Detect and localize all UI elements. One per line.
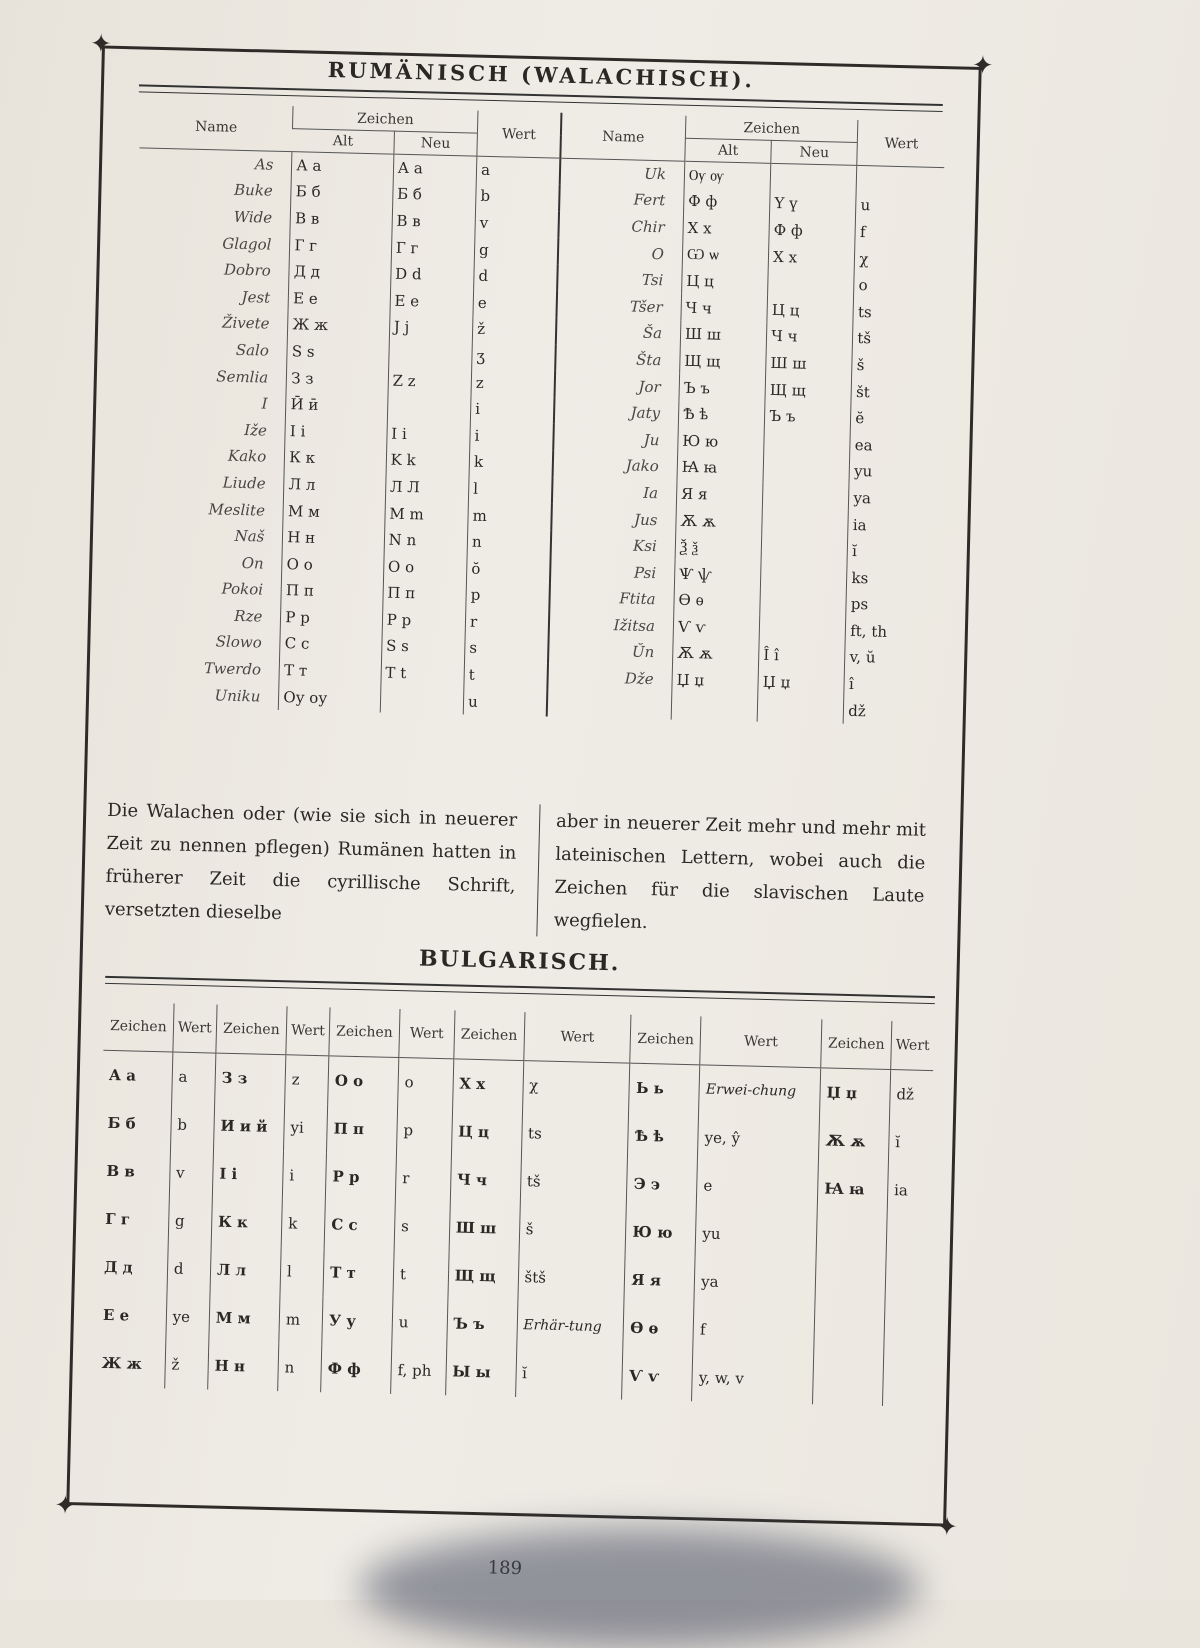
letter-wert: ia <box>848 511 936 540</box>
letter-neu: Ъ ъ <box>764 403 851 432</box>
bulgarian-table <box>95 1002 934 1407</box>
romanian-table <box>126 102 946 725</box>
letter-wert: g <box>474 236 558 265</box>
paragraph-left: Die Walachen oder (wie sie sich in neuerer Zeit zu nennen pflegen) Rumänen hatten in früherer Zeit die cyrillische Schrift, versetzten dieselbe <box>104 799 518 925</box>
col-zeichen: Zeichen <box>103 1002 173 1052</box>
letter-neu: J j <box>389 314 473 343</box>
letter-sign: Л л <box>210 1245 281 1295</box>
letter-neu: Е е <box>390 287 474 316</box>
letter-alt: Е е <box>288 285 390 314</box>
letter-value: m <box>279 1295 323 1344</box>
letter-wert: i <box>470 395 554 424</box>
letter-neu <box>759 615 846 644</box>
letter-value: z <box>285 1055 329 1105</box>
letter-sign: Ѳ ѳ <box>623 1304 694 1354</box>
letter-value: ye <box>166 1292 210 1341</box>
letter-neu: Î î <box>759 642 846 671</box>
letter-wert: v, ŭ <box>845 644 933 673</box>
letter-wert: î <box>844 671 932 700</box>
letter-name: Rze <box>234 606 263 626</box>
letter-alt: Д д <box>289 258 391 287</box>
letter-alt: Ѹ ѹ <box>684 161 771 190</box>
letter-alt: Ъ ъ <box>679 374 766 403</box>
letter-wert: v <box>475 209 559 238</box>
letter-value <box>884 1310 928 1359</box>
letter-value: p <box>396 1106 452 1155</box>
letter-wert: e <box>473 289 557 318</box>
letter-sign: Е е <box>102 1305 130 1325</box>
letter-value: ĭ <box>888 1118 932 1167</box>
letter-alt: Ю ю <box>678 427 765 456</box>
letter-sign: Ц ц <box>451 1107 522 1157</box>
letter-value <box>882 1358 926 1407</box>
letter-alt: Ц ц <box>682 268 769 297</box>
letter-wert: n <box>467 528 551 557</box>
letter-alt: Щ щ <box>680 347 767 376</box>
letter-value: o <box>398 1058 454 1108</box>
letter-value: ya <box>694 1257 816 1308</box>
letter-name: Ksi <box>550 530 675 560</box>
letter-sign: Ж ж <box>101 1353 143 1373</box>
letter-wert: l <box>468 475 552 504</box>
letter-sign: Ѫ ѫ <box>818 1116 889 1166</box>
letter-name: Šta <box>555 344 680 374</box>
letter-name: Fert <box>559 185 684 215</box>
letter-neu <box>760 589 847 618</box>
letter-wert <box>856 165 944 194</box>
letter-wert: i <box>470 422 554 451</box>
letter-alt: Ѳ ѳ <box>674 587 761 616</box>
letter-name: O <box>558 238 683 268</box>
letter-value: k <box>281 1199 325 1248</box>
letter-value: s <box>394 1202 450 1251</box>
letter-wert: k <box>469 449 553 478</box>
letter-value: r <box>395 1154 451 1203</box>
corner-ornament: ✦ <box>935 1512 959 1543</box>
letter-neu: P p <box>382 606 466 635</box>
letter-alt: З з <box>286 364 388 393</box>
letter-value: a <box>171 1052 215 1102</box>
letter-wert: ĕ <box>851 405 939 434</box>
letter-sign <box>816 1212 887 1262</box>
letter-neu: Щ щ <box>765 376 852 405</box>
letter-name: I <box>261 394 268 413</box>
letter-value: f, ph <box>391 1346 447 1395</box>
letter-name: Slowo <box>215 632 262 653</box>
letter-value: yi <box>283 1103 327 1152</box>
letter-name: Psi <box>550 557 675 587</box>
letter-neu <box>761 562 848 591</box>
letter-value: y, w, v <box>692 1353 814 1404</box>
letter-sign: Х х <box>452 1059 523 1109</box>
letter-sign <box>813 1356 884 1406</box>
letter-value: ĭ <box>515 1349 623 1400</box>
letter-value: Erwei-chung <box>699 1065 821 1116</box>
letter-sign: Д д <box>103 1257 133 1277</box>
letter-alt: Ѣ ѣ <box>678 401 765 430</box>
col-name: Name <box>139 102 293 151</box>
letter-name: Salo <box>235 340 270 360</box>
letter-value: v <box>169 1148 213 1197</box>
letter-name: Iže <box>243 420 268 440</box>
corner-ornament: ✦ <box>971 50 994 82</box>
letter-wert: u <box>856 192 944 221</box>
letter-sign: Ч ч <box>450 1155 521 1205</box>
letter-sign: Ъ ъ <box>446 1299 517 1349</box>
letter-sign: І і <box>212 1150 283 1200</box>
letter-sign: А а <box>108 1065 137 1085</box>
letter-wert: dž <box>843 697 931 726</box>
letter-wert: ks <box>847 564 935 593</box>
letter-alt: Ѯ ѯ <box>675 533 762 562</box>
letter-name: Uk <box>560 158 685 188</box>
col-wert: Wert <box>286 1006 330 1056</box>
letter-alt: Ш ш <box>680 321 767 350</box>
letter-name: As <box>254 155 274 174</box>
letter-name: Jako <box>552 451 677 481</box>
letter-neu <box>761 536 848 565</box>
letter-alt: Я я <box>676 480 763 509</box>
letter-neu: П п <box>383 579 467 608</box>
letter-neu: Х х <box>768 243 855 272</box>
letter-name: Dže <box>547 663 672 693</box>
letter-name: Pokoi <box>221 579 264 599</box>
letter-alt: Т т <box>279 657 381 686</box>
letter-neu: А а <box>393 154 477 183</box>
letter-sign: Б б <box>107 1113 136 1133</box>
letter-wert: ps <box>846 591 934 620</box>
col-alt: Alt <box>292 129 394 154</box>
letter-wert: z <box>471 369 555 398</box>
corner-ornament: ✦ <box>54 1490 77 1522</box>
letter-value: e <box>696 1161 818 1212</box>
letter-wert: št <box>851 378 939 407</box>
letter-value: Erhär-tung <box>516 1301 624 1352</box>
letter-wert: ʒ <box>472 342 556 371</box>
letter-sign: Ꙗ ꙗ <box>817 1164 888 1214</box>
letter-alt: Ѱ ѱ <box>674 560 761 589</box>
letter-wert: r <box>465 608 549 637</box>
col-alt: Alt <box>685 138 772 163</box>
col-wert: Wert <box>857 120 945 168</box>
col-zeichen: Zeichen <box>821 1019 892 1069</box>
letter-neu <box>388 340 472 369</box>
letter-sign: Ф ф <box>321 1344 392 1394</box>
letter-neu: І і <box>386 420 470 449</box>
letter-value: ia <box>887 1166 931 1215</box>
letter-alt: Ӣ ӣ <box>286 391 388 420</box>
letter-name: Tsi <box>557 265 682 295</box>
col-zeichen: Zeichen <box>293 106 478 133</box>
letter-neu <box>762 482 849 511</box>
letter-neu: M m <box>385 500 469 529</box>
letter-sign: Щ щ <box>448 1251 519 1301</box>
letter-sign: Ы ы <box>445 1347 516 1397</box>
letter-wert: ft, th <box>845 617 933 646</box>
letter-alt: К к <box>284 444 386 473</box>
letter-wert: š <box>852 352 940 381</box>
bulgarian-title: BULGARISCH. <box>418 945 621 977</box>
letter-value: n <box>278 1343 322 1392</box>
col-zeichen: Zeichen <box>454 1010 525 1060</box>
letter-neu: Z z <box>388 367 472 396</box>
letter-name: Ižitsa <box>549 610 674 640</box>
col-wert: Wert <box>891 1021 935 1071</box>
letter-sign: У у <box>322 1296 393 1346</box>
col-wert: Wert <box>173 1004 217 1054</box>
col-zeichen: Zeichen <box>216 1005 287 1055</box>
letter-alt: А а <box>292 152 394 181</box>
letter-name: Dobro <box>223 260 272 280</box>
letter-alt: І і <box>285 418 387 447</box>
letter-name: Liude <box>222 473 266 493</box>
letter-value: l <box>280 1247 324 1296</box>
letter-value: i <box>282 1151 326 1200</box>
letter-neu: D d <box>390 260 474 289</box>
letter-sign: З з <box>215 1053 286 1103</box>
col-name: Name <box>560 113 686 162</box>
col-wert: Wert <box>477 111 561 159</box>
letter-neu <box>757 695 844 724</box>
letter-neu: В в <box>392 207 476 236</box>
letter-value: t <box>393 1250 449 1299</box>
letter-sign: М м <box>209 1293 280 1343</box>
letter-sign: Ѣ ѣ <box>628 1112 699 1162</box>
letter-name: Tšer <box>556 291 681 321</box>
letter-sign <box>815 1260 886 1310</box>
letter-sign: О о <box>328 1056 399 1106</box>
letter-sign: Г г <box>105 1209 131 1229</box>
letter-alt: Ч ч <box>681 294 768 323</box>
letter-name: Ša <box>556 318 681 348</box>
letter-value: štš <box>517 1253 625 1304</box>
letter-name: Ia <box>552 477 677 507</box>
letter-alt: С с <box>280 630 382 659</box>
letter-value: yu <box>695 1209 817 1260</box>
letter-wert: m <box>468 502 552 531</box>
letter-wert: p <box>466 582 550 611</box>
letter-value: χ <box>522 1061 630 1112</box>
col-wert: Wert <box>399 1009 455 1059</box>
letter-name: Ŭn <box>548 637 673 667</box>
letter-sign: В в <box>106 1161 136 1181</box>
col-wert: Wert <box>523 1012 631 1063</box>
letter-alt: В в <box>290 205 392 234</box>
letter-wert: s <box>465 635 549 664</box>
letter-neu <box>764 429 851 458</box>
letter-wert: b <box>476 183 560 212</box>
letter-sign: Ь ь <box>629 1063 700 1113</box>
letter-value: ž <box>164 1340 208 1389</box>
letter-neu: T t <box>381 659 465 688</box>
letter-name: Jaty <box>554 397 679 427</box>
letter-neu: S s <box>381 633 465 662</box>
letter-alt: М м <box>283 497 385 526</box>
letter-wert: ž <box>472 316 556 345</box>
letter-neu: Г г <box>391 234 475 263</box>
letter-alt: Л л <box>284 471 386 500</box>
letter-sign: Ш ш <box>449 1203 520 1253</box>
letter-name: Živete <box>221 313 270 334</box>
letter-alt: Ѫ ѫ <box>672 640 759 669</box>
letter-alt: Ꙗ ꙗ <box>677 454 764 483</box>
letter-wert: χ <box>855 245 943 274</box>
letter-value: š <box>519 1205 627 1256</box>
letter-name: Jus <box>551 504 676 534</box>
letter-sign: Ѵ ѵ <box>622 1352 693 1402</box>
letter-sign: К к <box>211 1198 282 1248</box>
letter-wert: ea <box>850 431 938 460</box>
col-zeichen: Zeichen <box>630 1015 701 1065</box>
letter-value: b <box>170 1100 214 1149</box>
letter-neu: N n <box>384 526 468 555</box>
letter-wert: u <box>463 688 547 717</box>
letter-value <box>886 1214 930 1263</box>
letter-sign <box>814 1308 885 1358</box>
letter-neu <box>763 456 850 485</box>
letter-value: ts <box>521 1109 629 1160</box>
col-wert: Wert <box>700 1016 822 1067</box>
letter-wert: f <box>855 219 943 248</box>
letter-wert: t <box>464 661 548 690</box>
bulgarian-table-body <box>95 1050 933 1407</box>
letter-neu: Л Л <box>385 473 469 502</box>
letter-neu <box>387 393 471 422</box>
letter-neu: Ц ц <box>767 296 854 325</box>
letter-value <box>885 1262 929 1311</box>
letter-neu <box>770 163 857 192</box>
letter-alt: Ѫ ѫ <box>676 507 763 536</box>
letter-name: Meslite <box>208 499 266 520</box>
letter-name: Buke <box>233 181 273 201</box>
letter-neu <box>380 686 464 715</box>
letter-name: Kako <box>227 447 267 466</box>
letter-neu: О о <box>383 553 467 582</box>
col-neu: Neu <box>771 140 858 165</box>
paragraph-right: aber in neuerer Zeit mehr und mehr mit lateinischen Lettern, wobei auch die Zeichen für die slavischen Laute wegfielen. <box>536 804 926 945</box>
letter-sign: Э э <box>627 1160 698 1210</box>
letter-name: On <box>241 553 264 573</box>
letter-neu: Б б <box>392 181 476 210</box>
letter-alt <box>671 693 758 722</box>
letter-alt: Б б <box>291 178 393 207</box>
letter-neu: Ч ч <box>766 323 853 352</box>
letter-neu: K k <box>386 447 470 476</box>
letter-value: tš <box>520 1157 628 1208</box>
letter-value: dž <box>889 1070 933 1120</box>
letter-wert: ts <box>853 298 941 327</box>
letter-neu: Ш ш <box>766 349 853 378</box>
letter-alt: Оу оу <box>279 683 381 712</box>
letter-alt: Р р <box>281 604 383 633</box>
letter-name: Chir <box>558 211 683 241</box>
letter-value: u <box>392 1298 448 1347</box>
corner-ornament: ✦ <box>89 29 113 60</box>
letter-value: f <box>693 1305 815 1356</box>
letter-name: Twerdo <box>203 659 262 679</box>
letter-name: Ju <box>553 424 678 454</box>
col-zeichen: Zeichen <box>329 1007 400 1057</box>
letter-name: Glagol <box>222 234 272 254</box>
letter-wert: o <box>854 272 942 301</box>
hand-shadow <box>360 1528 920 1648</box>
letter-sign: Т т <box>323 1248 394 1298</box>
page-frame <box>54 29 994 1543</box>
letter-value: d <box>167 1244 211 1293</box>
letter-alt: Г г <box>290 231 392 260</box>
col-zeichen: Zeichen <box>685 116 858 143</box>
letter-name: Jor <box>554 371 679 401</box>
letter-wert: tš <box>853 325 941 354</box>
letter-name: Wide <box>233 207 273 227</box>
letter-sign: И и й <box>213 1102 284 1152</box>
letter-name: Jest <box>241 287 271 307</box>
letter-alt: Х х <box>683 214 770 243</box>
letter-sign: Ю ю <box>625 1208 696 1258</box>
letter-neu: Ү ү <box>770 190 857 219</box>
letter-neu <box>768 270 855 299</box>
letter-neu: Ф ф <box>769 217 856 246</box>
letter-sign: Я я <box>624 1256 695 1306</box>
letter-name: Naš <box>234 526 265 546</box>
letter-alt: Ѕ ѕ <box>287 338 389 367</box>
letter-sign: П п <box>327 1104 398 1154</box>
romanian-table-body <box>126 148 944 726</box>
letter-alt: Џ џ <box>672 666 759 695</box>
letter-name <box>547 690 672 720</box>
letter-wert: yu <box>849 458 937 487</box>
letter-alt: Ф ф <box>683 188 770 217</box>
letter-alt: Н н <box>282 524 384 553</box>
letter-wert: ŏ <box>467 555 551 584</box>
col-neu: Neu <box>394 131 478 156</box>
letter-sign: Н н <box>208 1341 279 1391</box>
letter-alt: О о <box>282 550 384 579</box>
letter-alt: Ж ж <box>288 311 390 340</box>
letter-alt: Ѵ ѵ <box>673 613 760 642</box>
letter-name: Ftita <box>549 584 674 614</box>
letter-wert: ya <box>849 484 937 513</box>
letter-alt: П п <box>281 577 383 606</box>
letter-wert: ĭ <box>847 538 935 567</box>
letter-wert: d <box>474 263 558 292</box>
romanian-title: RUMÄNISCH (WALACHISCH). <box>327 56 756 93</box>
letter-value: g <box>168 1196 212 1245</box>
letter-name: Uniku <box>214 686 261 706</box>
letter-sign: С с <box>324 1200 395 1250</box>
letter-neu: Џ џ <box>758 668 845 697</box>
letter-name: Semlia <box>216 366 269 387</box>
letter-sign: Џ џ <box>820 1068 891 1118</box>
letter-sign: Р р <box>325 1152 396 1202</box>
letter-alt: Ѡ ѡ <box>682 241 769 270</box>
letter-wert: a <box>476 156 560 185</box>
letter-neu <box>762 509 849 538</box>
letter-value: ye, ŷ <box>698 1113 820 1164</box>
